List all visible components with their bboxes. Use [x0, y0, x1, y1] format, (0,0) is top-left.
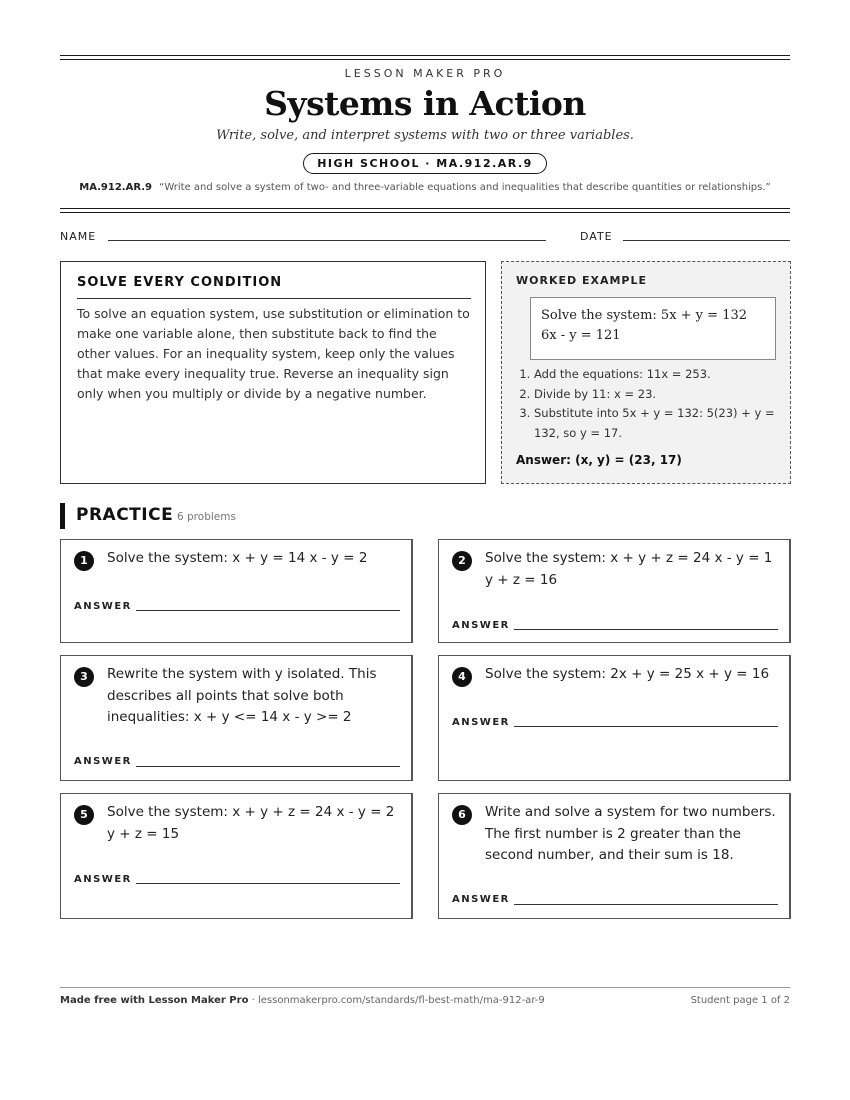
problem-text: Solve the system: x + y + z = 24 x - y = 2 y + z = 15: [107, 804, 395, 842]
problem-text: Solve the system: x + y + z = 24 x - y = 1 y + z = 16: [485, 550, 773, 588]
example-heading: WORKED EXAMPLE: [516, 274, 647, 287]
problem-text: Solve the system: x + y = 14 x - y = 2: [107, 550, 368, 566]
worksheet-page: [60, 0, 790, 1100]
brand-name: LESSON MAKER PRO: [344, 67, 506, 80]
problem-number: 1: [74, 551, 94, 571]
problem-text: Solve the system: 2x + y = 25 x + y = 16: [485, 666, 770, 682]
answer-label: ANSWER: [74, 601, 132, 612]
date-label: DATE: [580, 230, 613, 243]
practice-title: PRACTICE: [76, 505, 174, 525]
name-label: NAME: [60, 230, 97, 243]
standard-code: MA.912.AR.9: [79, 182, 152, 193]
problem-number: 3: [74, 667, 94, 687]
problem-number: 5: [74, 805, 94, 825]
footer-rule: [60, 987, 790, 988]
answer-field[interactable]: [514, 726, 778, 727]
answer-field[interactable]: [136, 610, 400, 611]
example-steps: [516, 365, 798, 443]
example-step: 2. Divide by 11: x = 23.: [534, 385, 798, 405]
top-double-rule: [60, 55, 790, 60]
page-title: Systems in Action: [264, 84, 586, 123]
problem-card-2: [438, 539, 791, 643]
date-field[interactable]: [623, 240, 790, 241]
answer-field[interactable]: [136, 883, 400, 884]
answer-field[interactable]: [514, 629, 778, 630]
footer-url[interactable]: · lessonmakerpro.com/standards/fl-best-math/ma-912-ar-9: [248, 995, 545, 1006]
example-problem: Solve the system: 5x + y = 132 6x - y = 121: [530, 297, 776, 360]
answer-label: ANSWER: [74, 874, 132, 885]
footer-page-number: Student page 1 of 2: [690, 995, 790, 1006]
problem-card-1: [60, 539, 413, 643]
problem-card-4: [438, 655, 791, 781]
answer-label: ANSWER: [74, 756, 132, 767]
header-bottom-rule: [60, 208, 790, 213]
problem-card-5: [60, 793, 413, 919]
grade-badge-wrap: [60, 152, 790, 174]
rule-body: To solve an equation system, use substitution or elimination to make one variable alone, then substitute back to find the other values. For an inequality system, keep only the values that make every inequality true. Reverse an inequality sign only when you multiply or divide by a negative number.: [77, 306, 470, 401]
page-subtitle: Write, solve, and interpret systems with two or three variables.: [216, 128, 634, 143]
rule-heading-underline: [77, 298, 471, 299]
practice-count: 6 problems: [177, 511, 236, 523]
name-field[interactable]: [108, 240, 546, 241]
grade-badge: HIGH SCHOOL · MA.912.AR.9: [303, 153, 547, 174]
example-answer: Answer: (x, y) = (23, 17): [516, 453, 682, 467]
answer-label: ANSWER: [452, 620, 510, 631]
footer-made-with: Made free with Lesson Maker Pro: [60, 995, 249, 1006]
practice-accent-bar: [60, 503, 65, 529]
standard-line: [60, 182, 790, 193]
standard-text: “Write and solve a system of two- and three-variable equations and inequalities that describe quantities or relationships.”: [159, 182, 771, 193]
answer-label: ANSWER: [452, 717, 510, 728]
footer-credit: [60, 995, 545, 1006]
problem-number: 4: [452, 667, 472, 687]
answer-field[interactable]: [514, 904, 778, 905]
example-step: 3. Substitute into 5x + y = 132: 5(23) + y = 132, so y = 17.: [534, 404, 798, 443]
problem-number: 2: [452, 551, 472, 571]
rule-box: [60, 261, 486, 484]
problem-card-6: [438, 793, 791, 919]
rule-heading: SOLVE EVERY CONDITION: [77, 275, 283, 290]
answer-label: ANSWER: [452, 894, 510, 905]
answer-field[interactable]: [136, 766, 400, 767]
problem-card-3: [60, 655, 413, 781]
problem-text: Write and solve a system for two numbers. The first number is 2 greater than the second number, and their sum is 18.: [485, 804, 776, 863]
problem-text: Rewrite the system with y isolated. This describes all points that solve both inequalities: x + y <= 14 x - y >= 2: [107, 666, 377, 725]
example-step: 1. Add the equations: 11x = 253.: [534, 365, 798, 385]
worked-example-box: [501, 261, 791, 484]
problem-number: 6: [452, 805, 472, 825]
